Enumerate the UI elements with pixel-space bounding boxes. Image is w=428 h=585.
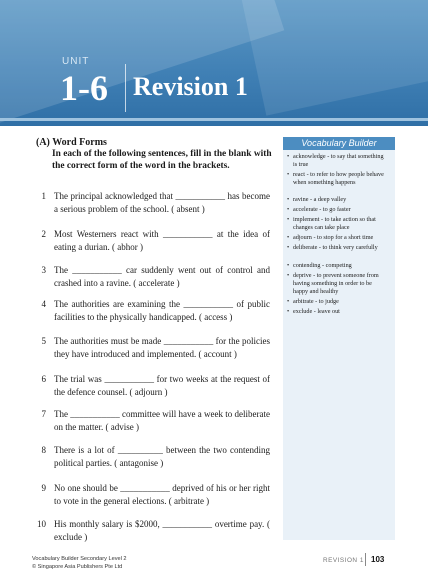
question-text: The authorities are examining the ___________ of public facilities to the physically handicapped. ( access ) xyxy=(54,299,270,322)
bullet-icon: • xyxy=(287,272,290,279)
question-text: The ___________ car suddenly went out of control and crashed into a ravine. ( accelerate ) xyxy=(54,265,270,288)
footer-divider xyxy=(365,553,366,566)
bullet-icon: • xyxy=(287,298,290,305)
unit-number: 1-6 xyxy=(60,68,108,108)
bullet-icon: • xyxy=(287,153,290,160)
question-text: His monthly salary is $2000, ___________ overtime pay. ( exclude ) xyxy=(54,519,270,542)
question-text: The authorities must be made ___________ for the policies they have introduced and implemented. ( account ) xyxy=(54,336,270,359)
question-text: There is a lot of __________ between the two contending political parties. ( antagonise ) xyxy=(54,445,270,468)
instructions: In each of the following sentences, fill in the blank with the correct form of the word in the brackets. xyxy=(52,149,272,171)
question-text: Most Westerners react with ___________ at the idea of eating a durian. ( abhor ) xyxy=(54,229,270,252)
banner-sheen xyxy=(239,0,428,116)
question-number: 2 xyxy=(41,229,46,239)
footer-book: Vocabulary Builder Secondary Level 2 xyxy=(32,556,127,562)
question-text: The principal acknowledged that ___________ has become a serious problem of the school. ( absent ) xyxy=(54,191,270,214)
page-title: Revision 1 xyxy=(133,72,248,101)
footer-credits xyxy=(32,556,127,571)
footer-publisher: © Singapore Asia Publishers Pte Ltd xyxy=(32,563,123,570)
banner-band xyxy=(0,118,428,121)
question-text: The ___________ committee will have a week to deliberate on the matter. ( advise ) xyxy=(54,409,270,432)
bullet-icon: • xyxy=(287,244,290,251)
question-number: 9 xyxy=(41,483,46,493)
vocabulary-sidebar: Vocabulary Builder • acknowledge - to say that something is true • react - to refer to how people behave when something happens • ravine - a deep valley • accelerate - to go faster • implement - to take action so that changes can take place • adjourn - to stop for a short time • deliberate - to think very carefully • contending - competing • deprive - to prevent someone from having something in order to be happy and healthy • arbitrate - to judge • exclude - leave out xyxy=(283,137,395,540)
section-title: (A) Word Forms xyxy=(36,137,107,148)
question-text: The trial was ___________ for two weeks at the request of the defence counsel. ( adjourn ) xyxy=(54,374,270,397)
bullet-icon: • xyxy=(287,171,290,178)
unit-divider xyxy=(125,64,126,112)
bullet-icon: • xyxy=(287,262,290,269)
question-number: 10 xyxy=(37,519,46,529)
question-number: 3 xyxy=(41,265,46,275)
question-number: 1 xyxy=(41,191,46,201)
question-text: No one should be ___________ deprived of his or her right to vote in the general elections. ( arbitrate ) xyxy=(54,483,270,506)
bullet-icon: • xyxy=(287,216,290,223)
bullet-icon: • xyxy=(287,234,290,241)
bullet-icon: • xyxy=(287,308,290,315)
banner-sheen xyxy=(0,0,284,123)
unit-label: UNIT xyxy=(62,56,90,67)
question-number: 7 xyxy=(41,409,46,419)
question-number: 6 xyxy=(41,374,46,384)
question-number: 8 xyxy=(41,445,46,455)
sidebar-title: Vocabulary Builder xyxy=(283,137,395,150)
page-number: 103 xyxy=(371,555,385,564)
running-head: REVISION 1 xyxy=(323,557,364,564)
bullet-icon: • xyxy=(287,206,290,213)
header-banner xyxy=(0,0,428,126)
question-number: 5 xyxy=(41,336,46,346)
bullet-icon: • xyxy=(287,196,290,203)
question-number: 4 xyxy=(41,299,46,309)
